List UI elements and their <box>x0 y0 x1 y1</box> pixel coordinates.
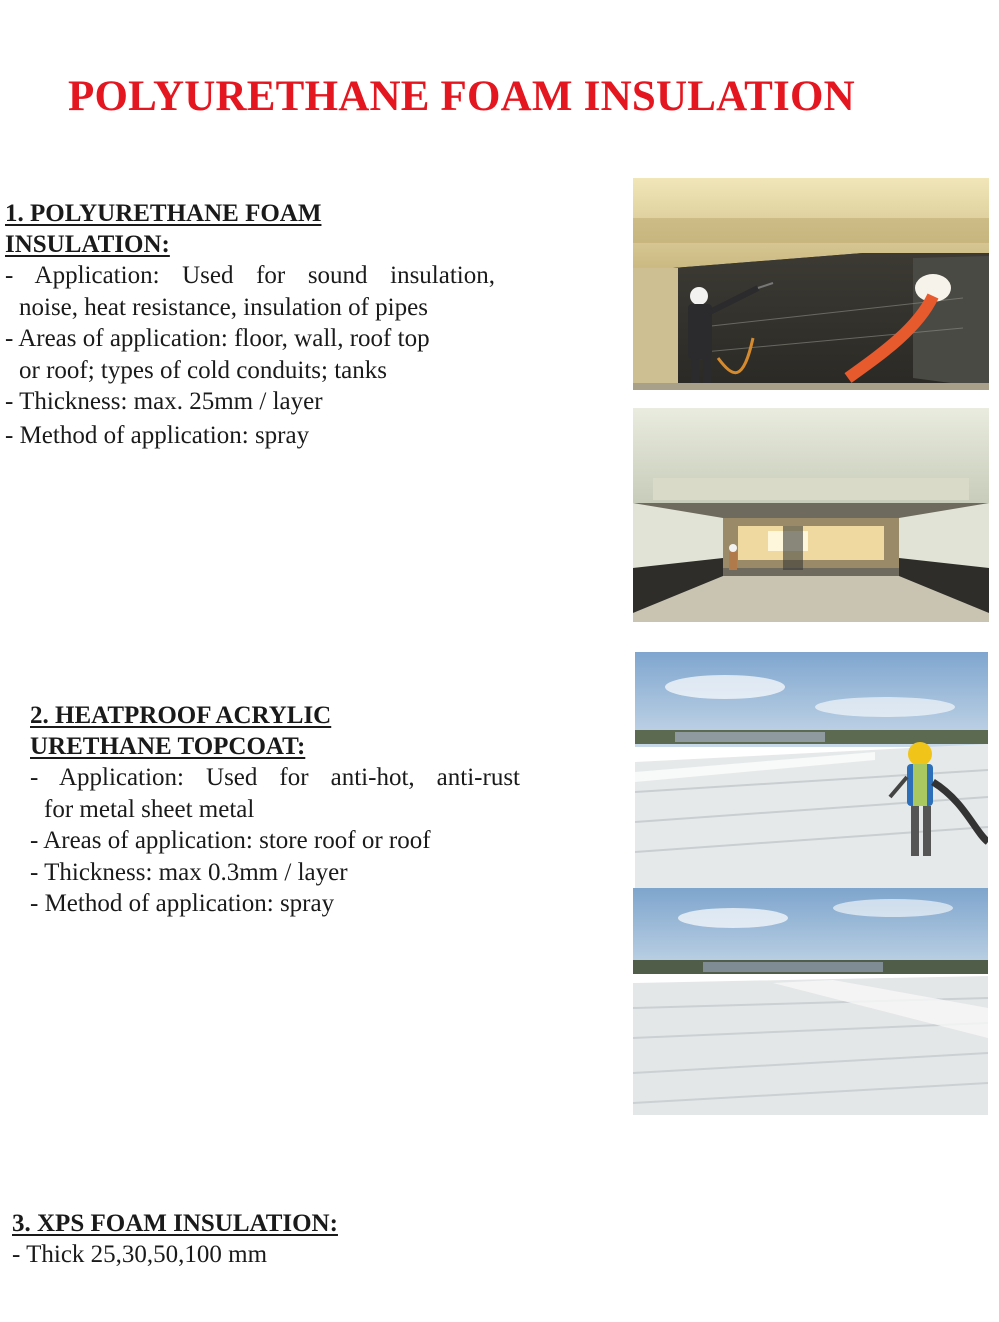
section-heading <box>5 198 495 260</box>
spec-list <box>30 762 520 920</box>
section-acrylic-topcoat <box>30 700 520 920</box>
photo-insulated-corridor <box>633 408 989 622</box>
spec-line: - Thick 25,30,50,100 mm <box>12 1241 268 1268</box>
section-heading-line: URETHANE TOPCOAT: <box>30 733 306 760</box>
spec-line: - Application: Used for anti-hot, anti-rust <box>30 764 520 791</box>
spec-line: - Application: Used for sound insulation, <box>5 262 495 289</box>
spec-list <box>5 260 495 451</box>
page-title: POLYURETHANE FOAM INSULATION <box>68 73 855 120</box>
spec-line: - Areas of application: floor, wall, roof top <box>5 325 430 352</box>
section-xps-foam <box>12 1208 502 1271</box>
spec-line: - Thickness: max. 25mm / layer <box>5 388 323 415</box>
spec-line: - Method of application: spray <box>5 421 310 449</box>
photo-worker-spraying-foam <box>633 178 989 390</box>
spec-line: - Method of application: spray <box>30 890 335 917</box>
spec-list <box>12 1239 502 1271</box>
photo-worker-spraying-roof <box>635 652 988 888</box>
section-heading: 3. XPS FOAM INSULATION: <box>12 1210 338 1237</box>
spec-line: - Areas of application: store roof or roof <box>30 827 431 854</box>
section-heading-line: 1. POLYURETHANE FOAM <box>5 200 322 227</box>
section-heading <box>30 700 520 762</box>
spec-line: - Thickness: max 0.3mm / layer <box>30 858 348 886</box>
section-heading-line: INSULATION: <box>5 231 170 258</box>
section-polyurethane-foam <box>5 198 495 451</box>
spec-line: noise, heat resistance, insulation of pipes <box>19 293 428 321</box>
photo-white-coated-roof <box>633 888 988 1115</box>
spec-line: for metal sheet metal <box>44 795 255 823</box>
spec-line: or roof; types of cold conduits; tanks <box>19 356 387 384</box>
section-heading-line: 2. HEATPROOF ACRYLIC <box>30 702 332 729</box>
